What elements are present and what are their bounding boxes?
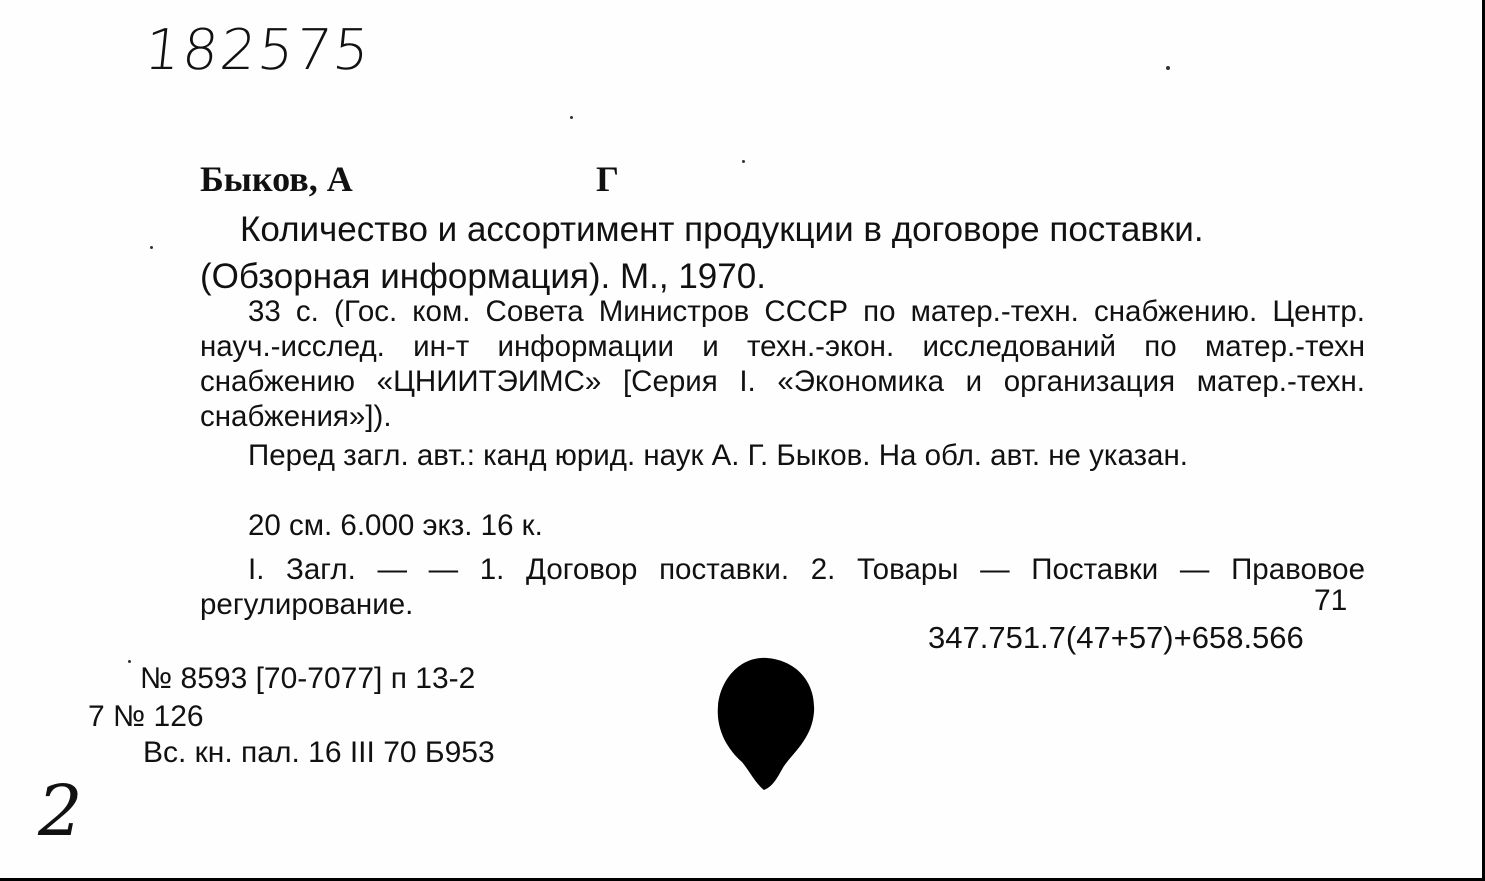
author-initial: Г xyxy=(596,159,619,199)
dust-speck xyxy=(128,660,131,663)
dust-speck xyxy=(570,116,573,119)
dust-speck xyxy=(742,160,745,163)
imprint-chamber: Вс. кн. пал. 16 III 70 Б953 xyxy=(143,736,495,769)
description-paragraph xyxy=(200,294,1365,434)
imprint-number: 7 № 126 xyxy=(88,700,204,733)
page-mark: 71 xyxy=(1314,584,1348,617)
book-title-text: Количество и ассортимент продукции в договоре поставки. (Обзорная информация). М., 1970. xyxy=(200,210,1204,296)
author-note-text: Перед загл. авт.: канд юрид. наук А. Г. Быков. На обл. авт. не указан. xyxy=(248,439,1188,472)
book-title xyxy=(200,206,1365,300)
subjects-text: I. Загл. — — 1. Договор поставки. 2. Товары — Поставки — Правовое регулирование. xyxy=(200,553,1365,621)
dust-speck xyxy=(1166,66,1170,70)
imprint-order: № 8593 [70-7077] п 13-2 xyxy=(140,662,476,695)
inventory-number: 182575 xyxy=(141,18,375,83)
physical-description xyxy=(200,508,1365,543)
physical-text: 20 см. 6.000 экз. 16 к. xyxy=(248,509,543,542)
description-text: 33 с. (Гос. ком. Совета Министров СССР по матер.-техн. снабжению. Центр. науч.-исслед. ин-т информации и техн.-экон. исследований по матер.-техн снабжению «ЦНИИТЭИМС» [Серия I. «Экономика и организация матер.-техн. снабжения»]). xyxy=(200,295,1365,433)
ink-blot xyxy=(712,654,822,794)
classification-index: 347.751.7(47+57)+658.566 xyxy=(928,620,1304,655)
subjects-paragraph xyxy=(200,552,1365,622)
dust-speck xyxy=(150,246,153,249)
handwritten-mark: 2 xyxy=(38,770,83,852)
author-name: Быков, А xyxy=(200,159,353,199)
author-note-paragraph xyxy=(200,438,1365,473)
